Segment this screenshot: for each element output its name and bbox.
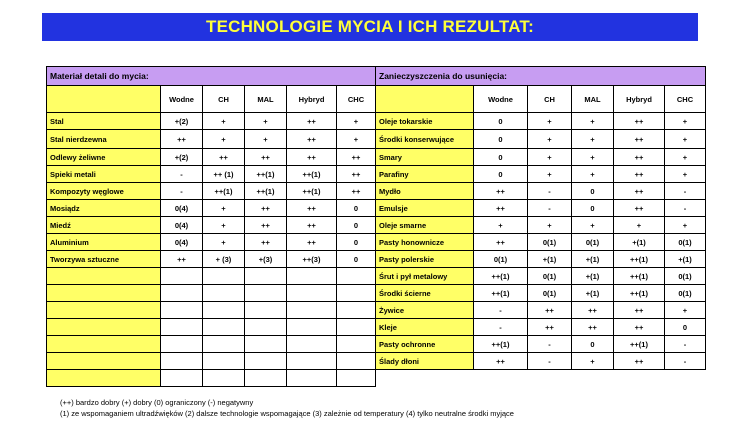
rating-cell: + (3) bbox=[203, 251, 245, 268]
contaminants-table bbox=[375, 66, 706, 370]
rating-cell: 0 bbox=[337, 217, 376, 234]
empty-label-cell bbox=[47, 285, 161, 302]
empty-cell bbox=[203, 370, 245, 387]
legend-ratings: (++) bardzo dobry (+) dobry (0) ograniczony (-) negatywny bbox=[60, 398, 254, 407]
column-header-blank bbox=[376, 86, 474, 113]
empty-cell bbox=[287, 336, 337, 353]
table-row bbox=[47, 251, 376, 268]
column-header: CH bbox=[203, 86, 245, 113]
row-label: Mydło bbox=[376, 183, 474, 200]
row-label: Odlewy żeliwne bbox=[47, 149, 161, 166]
rating-cell: + bbox=[572, 353, 614, 370]
rating-cell: ++ bbox=[474, 200, 528, 217]
rating-cell: 0(1) bbox=[528, 268, 572, 285]
empty-cell bbox=[287, 370, 337, 387]
rating-cell: + bbox=[572, 149, 614, 166]
row-label: Mosiądz bbox=[47, 200, 161, 217]
column-header: CHC bbox=[337, 86, 376, 113]
table-row bbox=[376, 217, 706, 234]
rating-cell: 0(1) bbox=[665, 268, 706, 285]
rating-cell: + bbox=[528, 149, 572, 166]
rating-cell: - bbox=[528, 200, 572, 217]
rating-cell: ++(1) bbox=[245, 183, 287, 200]
rating-cell: ++ bbox=[287, 217, 337, 234]
row-label: Pasty polerskie bbox=[376, 251, 474, 268]
rating-cell: ++ bbox=[161, 130, 203, 149]
rating-cell: ++ bbox=[245, 200, 287, 217]
row-label: Parafiny bbox=[376, 166, 474, 183]
column-header: Wodne bbox=[161, 86, 203, 113]
empty-cell bbox=[337, 319, 376, 336]
rating-cell: 0 bbox=[572, 183, 614, 200]
row-label: Kompozyty węglowe bbox=[47, 183, 161, 200]
row-label: Pasty honownicze bbox=[376, 234, 474, 251]
rating-cell: 0(1) bbox=[474, 251, 528, 268]
column-header: MAL bbox=[572, 86, 614, 113]
rating-cell: ++ bbox=[337, 183, 376, 200]
empty-cell bbox=[287, 302, 337, 319]
empty-cell bbox=[337, 285, 376, 302]
rating-cell: 0(4) bbox=[161, 200, 203, 217]
rating-cell: - bbox=[474, 302, 528, 319]
empty-cell bbox=[161, 353, 203, 370]
empty-cell bbox=[245, 319, 287, 336]
column-header: CHC bbox=[665, 86, 706, 113]
rating-cell: + bbox=[528, 130, 572, 149]
rating-cell: +(2) bbox=[161, 113, 203, 130]
empty-cell bbox=[161, 285, 203, 302]
empty-cell bbox=[203, 336, 245, 353]
rating-cell: + bbox=[528, 217, 572, 234]
rating-cell: + bbox=[665, 149, 706, 166]
column-header-row bbox=[47, 86, 376, 113]
rating-cell: - bbox=[665, 200, 706, 217]
rating-cell: ++ bbox=[614, 200, 665, 217]
empty-cell bbox=[287, 285, 337, 302]
rating-cell: 0 bbox=[474, 113, 528, 130]
rating-cell: ++(1) bbox=[614, 336, 665, 353]
empty-cell bbox=[337, 353, 376, 370]
rating-cell: ++ bbox=[203, 149, 245, 166]
rating-cell: ++ bbox=[614, 130, 665, 149]
section-header: Zanieczyszczenia do usunięcia: bbox=[376, 67, 706, 86]
rating-cell: ++ bbox=[245, 149, 287, 166]
rating-cell: +(1) bbox=[614, 234, 665, 251]
rating-cell: ++ bbox=[287, 234, 337, 251]
rating-cell: ++(1) bbox=[474, 285, 528, 302]
empty-cell bbox=[161, 302, 203, 319]
empty-cell bbox=[337, 336, 376, 353]
rating-cell: 0 bbox=[474, 130, 528, 149]
empty-cell bbox=[337, 370, 376, 387]
empty-row bbox=[47, 336, 376, 353]
rating-cell: +(1) bbox=[528, 251, 572, 268]
table-row bbox=[376, 113, 706, 130]
row-label: Śrut i pył metalowy bbox=[376, 268, 474, 285]
table-row bbox=[376, 285, 706, 302]
rating-cell: 0(1) bbox=[572, 234, 614, 251]
rating-cell: + bbox=[572, 130, 614, 149]
column-header: CH bbox=[528, 86, 572, 113]
empty-cell bbox=[161, 268, 203, 285]
table-row bbox=[376, 200, 706, 217]
table-row bbox=[376, 183, 706, 200]
rating-cell: + bbox=[572, 166, 614, 183]
rating-cell: ++(1) bbox=[203, 183, 245, 200]
empty-label-cell bbox=[47, 370, 161, 387]
rating-cell: 0(1) bbox=[665, 285, 706, 302]
table-row bbox=[376, 268, 706, 285]
empty-cell bbox=[287, 319, 337, 336]
rating-cell: + bbox=[203, 130, 245, 149]
rating-cell: +(1) bbox=[572, 268, 614, 285]
column-header: Hybryd bbox=[287, 86, 337, 113]
rating-cell: ++ bbox=[528, 319, 572, 336]
rating-cell: + bbox=[337, 113, 376, 130]
row-label: Środki ścierne bbox=[376, 285, 474, 302]
rating-cell: ++ bbox=[287, 113, 337, 130]
rating-cell: 0 bbox=[572, 336, 614, 353]
rating-cell: ++(1) bbox=[474, 268, 528, 285]
rating-cell: 0 bbox=[474, 149, 528, 166]
row-label: Oleje smarne bbox=[376, 217, 474, 234]
page-title: TECHNOLOGIE MYCIA I ICH REZULTAT: bbox=[205, 17, 534, 36]
row-label: Ślady dłoni bbox=[376, 353, 474, 370]
row-label: Aluminium bbox=[47, 234, 161, 251]
rating-cell: 0 bbox=[337, 251, 376, 268]
table-row bbox=[376, 302, 706, 319]
row-label: Żywice bbox=[376, 302, 474, 319]
row-label: Stal bbox=[47, 113, 161, 130]
column-header-row bbox=[376, 86, 706, 113]
empty-cell bbox=[245, 353, 287, 370]
empty-cell bbox=[203, 285, 245, 302]
empty-cell bbox=[245, 302, 287, 319]
rating-cell: ++ bbox=[614, 353, 665, 370]
rating-cell: + bbox=[665, 113, 706, 130]
rating-cell: ++ bbox=[474, 183, 528, 200]
rating-cell: + bbox=[614, 217, 665, 234]
rating-cell: + bbox=[203, 200, 245, 217]
column-header: MAL bbox=[245, 86, 287, 113]
rating-cell: ++(1) bbox=[245, 166, 287, 183]
table-row bbox=[376, 353, 706, 370]
rating-cell: + bbox=[245, 113, 287, 130]
rating-cell: ++ bbox=[337, 166, 376, 183]
rating-cell: ++ bbox=[614, 183, 665, 200]
rating-cell: + bbox=[203, 113, 245, 130]
rating-cell: + bbox=[665, 166, 706, 183]
table-row bbox=[376, 149, 706, 166]
table-row bbox=[47, 200, 376, 217]
rating-cell: ++ bbox=[614, 113, 665, 130]
rating-cell: ++ bbox=[614, 149, 665, 166]
empty-label-cell bbox=[47, 336, 161, 353]
rating-cell: 0 bbox=[665, 319, 706, 336]
row-label: Środki konserwujące bbox=[376, 130, 474, 149]
section-header-row bbox=[376, 67, 706, 86]
empty-cell bbox=[161, 370, 203, 387]
rating-cell: ++(1) bbox=[614, 268, 665, 285]
table-row bbox=[47, 130, 376, 149]
rating-cell: ++ bbox=[337, 149, 376, 166]
empty-cell bbox=[287, 353, 337, 370]
rating-cell: + bbox=[203, 217, 245, 234]
rating-cell: ++(1) bbox=[474, 336, 528, 353]
rating-cell: ++ bbox=[474, 353, 528, 370]
column-header-blank bbox=[47, 86, 161, 113]
empty-row bbox=[47, 285, 376, 302]
rating-cell: + bbox=[337, 130, 376, 149]
empty-row bbox=[47, 268, 376, 285]
rating-cell: + bbox=[665, 217, 706, 234]
empty-cell bbox=[245, 285, 287, 302]
table-row bbox=[376, 166, 706, 183]
table-row bbox=[47, 113, 376, 130]
rating-cell: ++(3) bbox=[287, 251, 337, 268]
rating-cell: ++(1) bbox=[287, 183, 337, 200]
rating-cell: + bbox=[665, 302, 706, 319]
rating-cell: - bbox=[474, 319, 528, 336]
rating-cell: - bbox=[528, 353, 572, 370]
empty-cell bbox=[203, 319, 245, 336]
rating-cell: + bbox=[528, 113, 572, 130]
empty-row bbox=[47, 370, 376, 387]
rating-cell: 0 bbox=[572, 200, 614, 217]
empty-label-cell bbox=[47, 268, 161, 285]
legend-notes: (1) ze wspomaganiem ultradźwięków (2) dalsze technologie wspomagające (3) zależnie od temperatury (4) tylko neutralne środki myjące bbox=[60, 409, 514, 418]
rating-cell: - bbox=[161, 166, 203, 183]
rating-cell: - bbox=[528, 183, 572, 200]
empty-cell bbox=[203, 302, 245, 319]
row-label: Smary bbox=[376, 149, 474, 166]
rating-cell: 0(4) bbox=[161, 217, 203, 234]
rating-cell: + bbox=[203, 234, 245, 251]
table-row bbox=[376, 319, 706, 336]
empty-cell bbox=[161, 319, 203, 336]
material-table bbox=[46, 66, 376, 387]
empty-cell bbox=[245, 336, 287, 353]
rating-cell: ++ (1) bbox=[203, 166, 245, 183]
rating-cell: ++ bbox=[245, 234, 287, 251]
table-row bbox=[47, 166, 376, 183]
rating-cell: ++ bbox=[572, 319, 614, 336]
rating-cell: 0 bbox=[474, 166, 528, 183]
empty-cell bbox=[161, 336, 203, 353]
rating-cell: + bbox=[528, 166, 572, 183]
empty-cell bbox=[245, 268, 287, 285]
title-banner bbox=[42, 13, 698, 41]
rating-cell: + bbox=[474, 217, 528, 234]
empty-label-cell bbox=[47, 302, 161, 319]
row-label: Stal nierdzewna bbox=[47, 130, 161, 149]
rating-cell: - bbox=[665, 353, 706, 370]
rating-cell: 0(1) bbox=[528, 285, 572, 302]
table-row bbox=[376, 234, 706, 251]
table-row bbox=[47, 183, 376, 200]
empty-cell bbox=[203, 268, 245, 285]
empty-cell bbox=[287, 268, 337, 285]
rating-cell: ++ bbox=[614, 319, 665, 336]
rating-cell: + bbox=[572, 217, 614, 234]
rating-cell: 0 bbox=[337, 200, 376, 217]
row-label: Tworzywa sztuczne bbox=[47, 251, 161, 268]
empty-row bbox=[47, 302, 376, 319]
rating-cell: +(1) bbox=[572, 251, 614, 268]
row-label: Pasty ochronne bbox=[376, 336, 474, 353]
row-label: Spieki metali bbox=[47, 166, 161, 183]
rating-cell: ++(1) bbox=[614, 251, 665, 268]
section-header: Materiał detali do mycia: bbox=[47, 67, 376, 86]
rating-cell: + bbox=[572, 113, 614, 130]
rating-cell: ++ bbox=[474, 234, 528, 251]
empty-cell bbox=[245, 370, 287, 387]
rating-cell: ++ bbox=[245, 217, 287, 234]
rating-cell: 0(4) bbox=[161, 234, 203, 251]
rating-cell: ++ bbox=[287, 200, 337, 217]
rating-cell: 0(1) bbox=[528, 234, 572, 251]
table-row bbox=[376, 251, 706, 268]
rating-cell: +(1) bbox=[665, 251, 706, 268]
section-header-row bbox=[47, 67, 376, 86]
rating-cell: +(3) bbox=[245, 251, 287, 268]
rating-cell: ++ bbox=[161, 251, 203, 268]
row-label: Miedź bbox=[47, 217, 161, 234]
rating-cell: +(1) bbox=[572, 285, 614, 302]
empty-cell bbox=[337, 268, 376, 285]
column-header: Wodne bbox=[474, 86, 528, 113]
column-header: Hybryd bbox=[614, 86, 665, 113]
rating-cell: ++ bbox=[287, 130, 337, 149]
rating-cell: ++ bbox=[614, 302, 665, 319]
empty-cell bbox=[337, 302, 376, 319]
empty-cell bbox=[203, 353, 245, 370]
table-row bbox=[376, 336, 706, 353]
rating-cell: ++(1) bbox=[614, 285, 665, 302]
empty-label-cell bbox=[47, 353, 161, 370]
rating-cell: - bbox=[665, 336, 706, 353]
row-label: Oleje tokarskie bbox=[376, 113, 474, 130]
table-row bbox=[47, 149, 376, 166]
row-label: Kleje bbox=[376, 319, 474, 336]
rating-cell: ++ bbox=[614, 166, 665, 183]
rating-cell: + bbox=[245, 130, 287, 149]
row-label: Emulsje bbox=[376, 200, 474, 217]
rating-cell: ++ bbox=[572, 302, 614, 319]
rating-cell: ++ bbox=[287, 149, 337, 166]
rating-cell: - bbox=[161, 183, 203, 200]
table-row bbox=[47, 234, 376, 251]
empty-row bbox=[47, 319, 376, 336]
table-row bbox=[47, 217, 376, 234]
rating-cell: - bbox=[528, 336, 572, 353]
rating-cell: - bbox=[665, 183, 706, 200]
table-row bbox=[376, 130, 706, 149]
empty-row bbox=[47, 353, 376, 370]
rating-cell: 0(1) bbox=[665, 234, 706, 251]
rating-cell: 0 bbox=[337, 234, 376, 251]
rating-cell: +(2) bbox=[161, 149, 203, 166]
rating-cell: ++ bbox=[528, 302, 572, 319]
rating-cell: + bbox=[665, 130, 706, 149]
rating-cell: ++(1) bbox=[287, 166, 337, 183]
empty-label-cell bbox=[47, 319, 161, 336]
